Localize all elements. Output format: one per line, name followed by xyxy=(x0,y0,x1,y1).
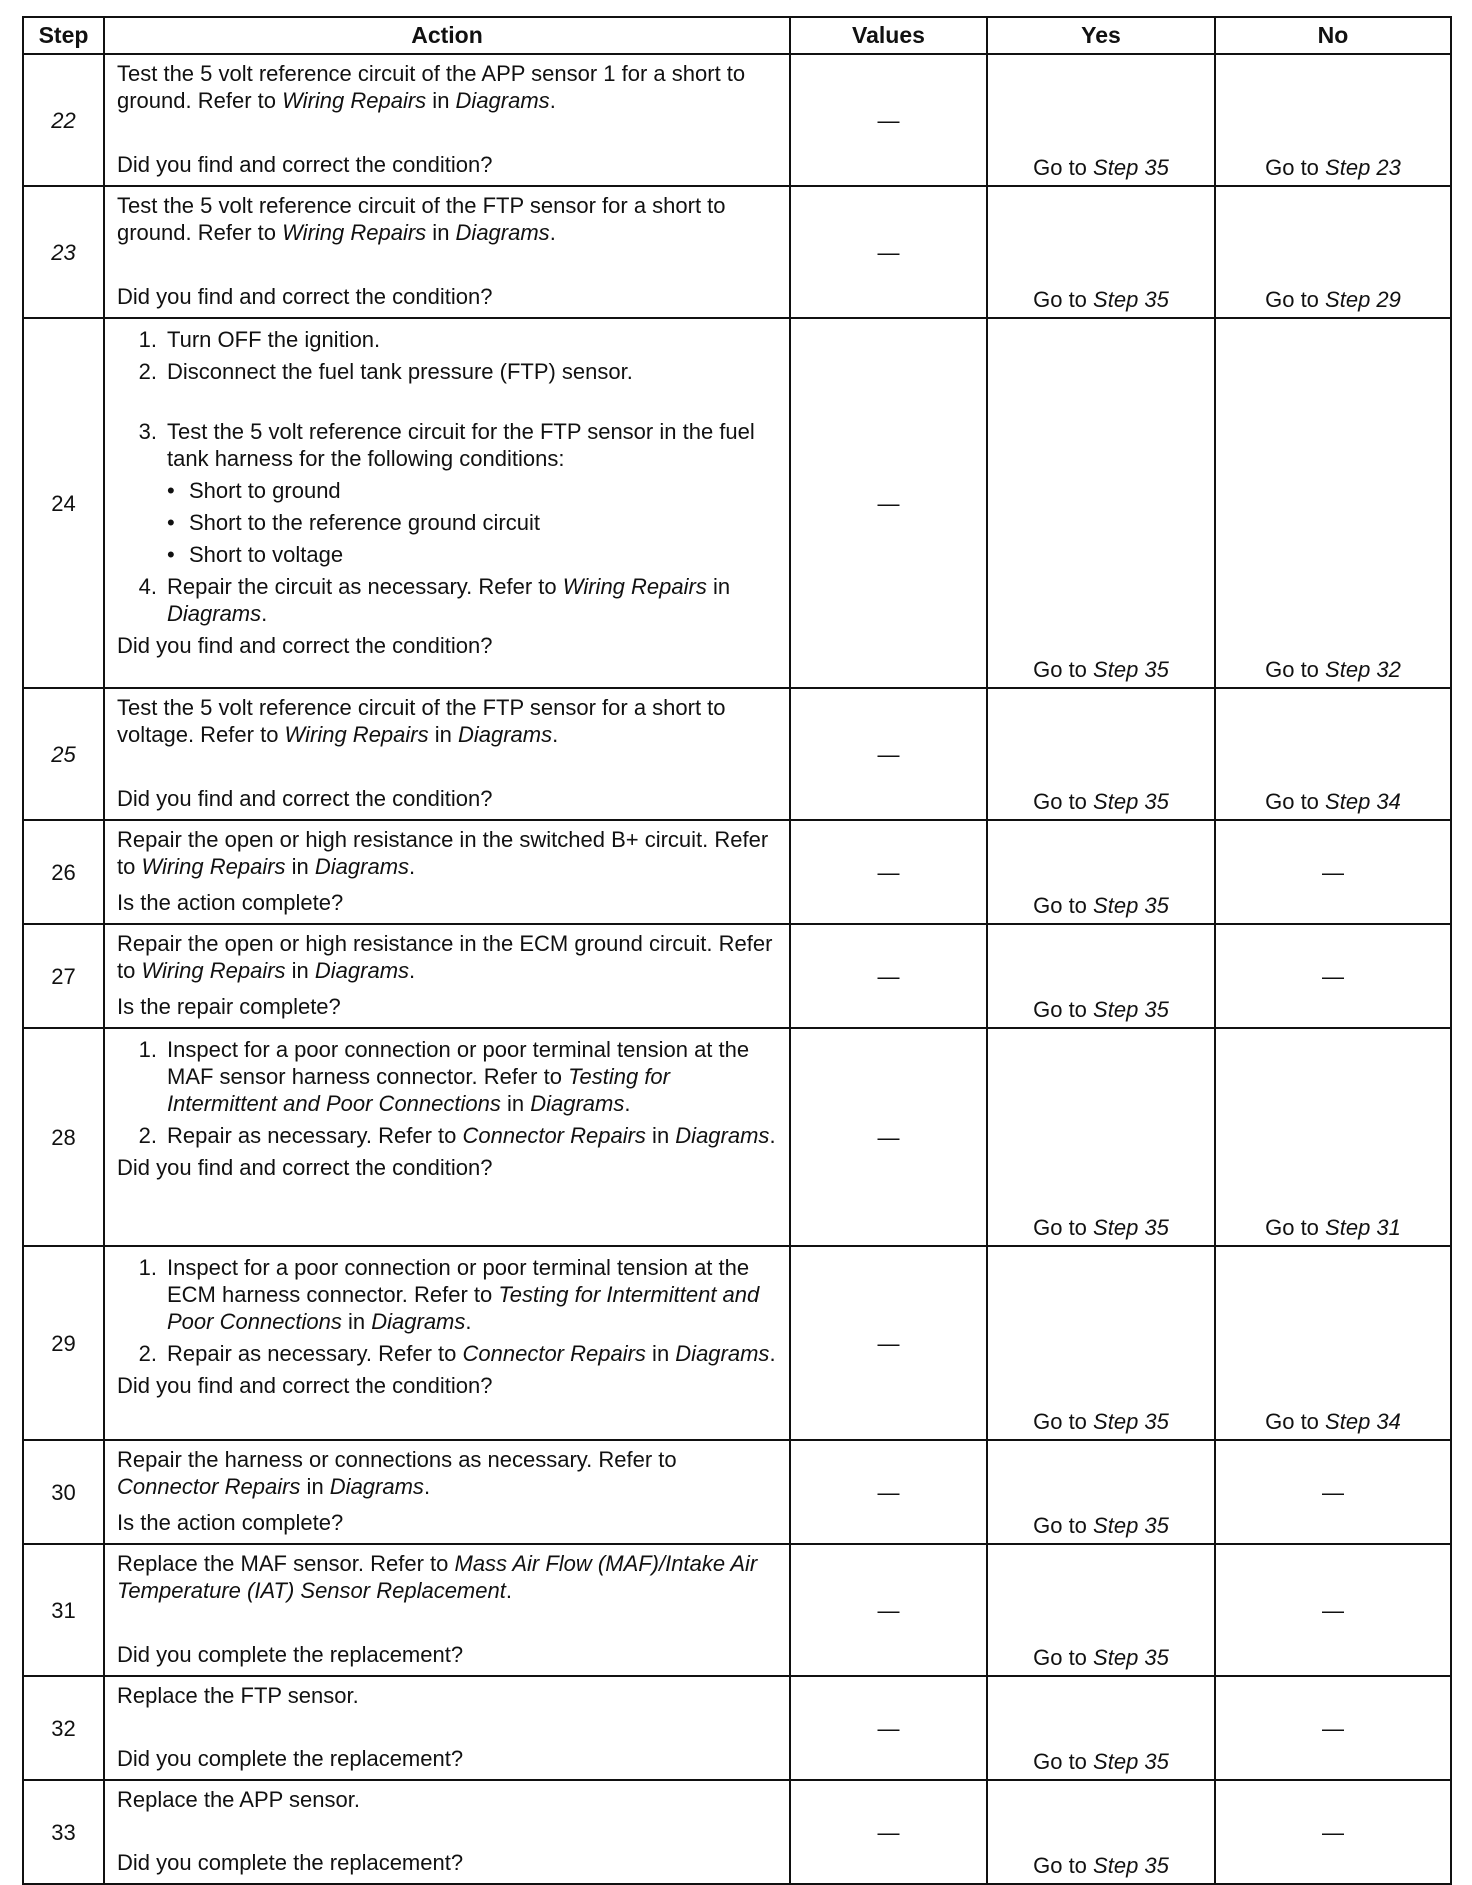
table-row xyxy=(23,1676,1451,1780)
no-cell: Go to Step 34 xyxy=(1215,688,1451,820)
diagnostic-table-page xyxy=(22,16,1450,1885)
values-cell: — xyxy=(790,1028,987,1246)
yes-cell: Go to Step 35 xyxy=(987,1780,1215,1884)
action-question: Did you find and correct the condition? xyxy=(117,152,493,177)
yes-cell: Go to Step 35 xyxy=(987,54,1215,186)
list-item: 1. Inspect for a poor connection or poor terminal tension at the MAF sensor harness connector. Refer to Testing for Intermittent and Poor Connections in Diagrams. xyxy=(138,1037,750,1116)
action-text: Repair the harness or connections as necessary. Refer to Connector Repairs in Diagrams. xyxy=(117,1447,677,1499)
action-text: Replace the MAF sensor. Refer to Mass Air Flow (MAF)/Intake Air Temperature (IAT) Sensor Replacement. xyxy=(117,1551,758,1603)
action-text: Test the 5 volt reference circuit of the FTP sensor for a short to ground. Refer to Wiring Repairs in Diagrams. xyxy=(117,193,726,245)
values-cell: — xyxy=(790,924,987,1028)
step-number: 25 xyxy=(23,688,104,820)
no-cell: Go to Step 29 xyxy=(1215,186,1451,318)
no-cell: — xyxy=(1215,1676,1451,1780)
yes-cell: Go to Step 35 xyxy=(987,924,1215,1028)
step-number: 26 xyxy=(23,820,104,924)
table-row xyxy=(23,186,1451,318)
table-header-row xyxy=(23,17,1451,54)
action-text: Repair the open or high resistance in the switched B+ circuit. Refer to Wiring Repairs in Diagrams. xyxy=(117,827,769,879)
yes-cell: Go to Step 35 xyxy=(987,820,1215,924)
action-question: Did you complete the replacement? xyxy=(117,1850,464,1875)
values-cell: — xyxy=(790,688,987,820)
action-cell xyxy=(104,318,790,688)
step-number: 23 xyxy=(23,186,104,318)
table-row xyxy=(23,1028,1451,1246)
action-cell xyxy=(104,924,790,1028)
no-cell: — xyxy=(1215,1780,1451,1884)
yes-cell: Go to Step 35 xyxy=(987,1246,1215,1440)
action-question: Is the repair complete? xyxy=(117,994,341,1019)
bullet-item: • Short to voltage xyxy=(167,542,344,567)
list-item: 2. Disconnect the fuel tank pressure (FTP) sensor. xyxy=(138,359,633,384)
table-row xyxy=(23,54,1451,186)
action-question: Did you find and correct the condition? xyxy=(117,1155,493,1180)
action-cell xyxy=(104,688,790,820)
action-question: Did you complete the replacement? xyxy=(117,1746,464,1771)
no-cell: Go to Step 32 xyxy=(1215,318,1451,688)
header-yes: Yes xyxy=(987,17,1215,54)
no-cell: Go to Step 31 xyxy=(1215,1028,1451,1246)
action-text: Replace the FTP sensor. xyxy=(117,1683,359,1708)
step-number: 30 xyxy=(23,1440,104,1544)
action-question: Did you find and correct the condition? xyxy=(117,633,493,658)
table-row xyxy=(23,1440,1451,1544)
values-cell: — xyxy=(790,1440,987,1544)
step-number: 22 xyxy=(23,54,104,186)
no-cell: — xyxy=(1215,924,1451,1028)
list-item: 3. Test the 5 volt reference circuit for the FTP sensor in the fuel tank harness for the following conditions: xyxy=(138,419,755,471)
step-number: 24 xyxy=(23,318,104,688)
action-cell xyxy=(104,1028,790,1246)
action-question: Is the action complete? xyxy=(117,1510,344,1535)
action-cell xyxy=(104,1676,790,1780)
table-row xyxy=(23,688,1451,820)
step-number: 31 xyxy=(23,1544,104,1676)
step-number: 27 xyxy=(23,924,104,1028)
action-text: Repair the open or high resistance in the ECM ground circuit. Refer to Wiring Repairs in Diagrams. xyxy=(117,931,773,983)
table-row xyxy=(23,924,1451,1028)
values-cell: — xyxy=(790,54,987,186)
values-cell: — xyxy=(790,318,987,688)
no-cell: Go to Step 34 xyxy=(1215,1246,1451,1440)
diagnostic-steps-table xyxy=(22,16,1452,1885)
yes-cell: Go to Step 35 xyxy=(987,688,1215,820)
action-cell xyxy=(104,820,790,924)
action-cell xyxy=(104,54,790,186)
yes-cell: Go to Step 35 xyxy=(987,1028,1215,1246)
list-item: 2. Repair as necessary. Refer to Connector Repairs in Diagrams. xyxy=(138,1341,776,1366)
table-row xyxy=(23,318,1451,688)
action-question: Did you find and correct the condition? xyxy=(117,1373,493,1398)
yes-cell: Go to Step 35 xyxy=(987,1676,1215,1780)
action-cell xyxy=(104,1780,790,1884)
action-text: Test the 5 volt reference circuit of the FTP sensor for a short to voltage. Refer to Wiring Repairs in Diagrams. xyxy=(117,695,726,747)
action-text: Replace the APP sensor. xyxy=(117,1787,360,1812)
list-item: 1. Inspect for a poor connection or poor terminal tension at the ECM harness connector. Refer to Testing for Intermittent and Poor Connections in Diagrams. xyxy=(138,1255,760,1334)
no-cell: — xyxy=(1215,820,1451,924)
header-no: No xyxy=(1215,17,1451,54)
header-values: Values xyxy=(790,17,987,54)
no-cell: Go to Step 23 xyxy=(1215,54,1451,186)
values-cell: — xyxy=(790,820,987,924)
table-row xyxy=(23,1246,1451,1440)
table-row xyxy=(23,1544,1451,1676)
table-row xyxy=(23,1780,1451,1884)
step-number: 29 xyxy=(23,1246,104,1440)
list-item: 2. Repair as necessary. Refer to Connector Repairs in Diagrams. xyxy=(138,1123,776,1148)
values-cell: — xyxy=(790,1544,987,1676)
action-question: Did you find and correct the condition? xyxy=(117,284,493,309)
action-cell xyxy=(104,186,790,318)
header-step: Step xyxy=(23,17,104,54)
action-question: Is the action complete? xyxy=(117,890,344,915)
values-cell: — xyxy=(790,1676,987,1780)
action-question: Did you find and correct the condition? xyxy=(117,786,493,811)
table-row xyxy=(23,820,1451,924)
list-item: 4. Repair the circuit as necessary. Refer to Wiring Repairs in Diagrams. xyxy=(138,574,731,626)
step-number: 32 xyxy=(23,1676,104,1780)
action-cell xyxy=(104,1440,790,1544)
values-cell: — xyxy=(790,186,987,318)
action-question: Did you complete the replacement? xyxy=(117,1642,464,1667)
no-cell: — xyxy=(1215,1440,1451,1544)
values-cell: — xyxy=(790,1780,987,1884)
list-item: 1. Turn OFF the ignition. xyxy=(138,327,381,352)
step-number: 28 xyxy=(23,1028,104,1246)
action-cell xyxy=(104,1544,790,1676)
bullet-item: • Short to the reference ground circuit xyxy=(167,510,540,535)
yes-cell: Go to Step 35 xyxy=(987,1544,1215,1676)
yes-cell: Go to Step 35 xyxy=(987,318,1215,688)
no-cell: — xyxy=(1215,1544,1451,1676)
action-cell xyxy=(104,1246,790,1440)
header-action: Action xyxy=(104,17,790,54)
bullet-item: • Short to ground xyxy=(167,478,341,503)
step-number: 33 xyxy=(23,1780,104,1884)
action-text: Test the 5 volt reference circuit of the APP sensor 1 for a short to ground. Refer to Wiring Repairs in Diagrams. xyxy=(117,61,746,113)
values-cell: — xyxy=(790,1246,987,1440)
yes-cell: Go to Step 35 xyxy=(987,186,1215,318)
yes-cell: Go to Step 35 xyxy=(987,1440,1215,1544)
